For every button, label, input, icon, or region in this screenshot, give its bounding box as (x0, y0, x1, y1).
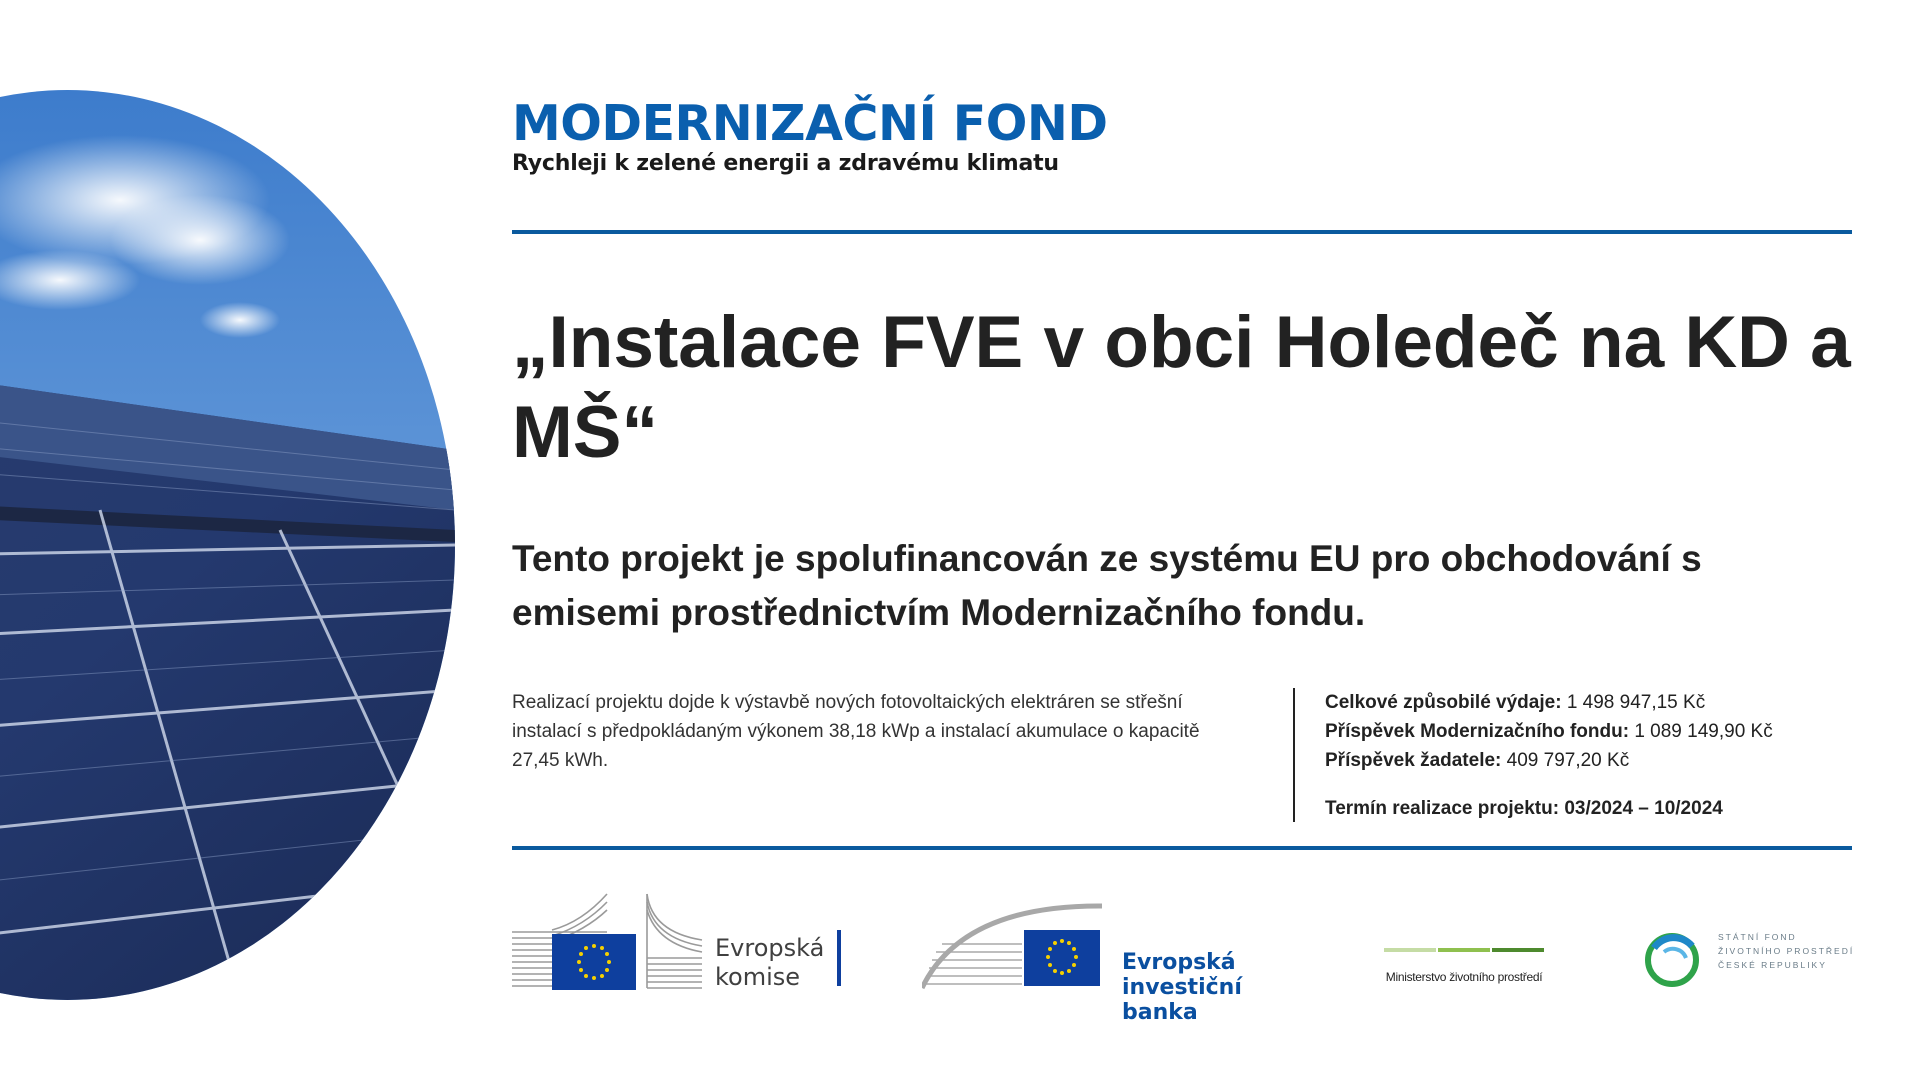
fund-title: MODERNIZAČNÍ FOND (512, 95, 1108, 152)
bottom-divider (512, 846, 1852, 850)
eib-label-line1: Evropská (1122, 950, 1236, 975)
eib-building-icon (922, 900, 1112, 990)
state-environmental-fund-logo (1644, 930, 1854, 990)
ec-label-line2: komise (715, 963, 801, 991)
sfzp-label-line3: ČESKÉ REPUBLIKY (1718, 960, 1827, 970)
european-commission-logo (512, 892, 842, 992)
total-costs-label: Celkové způsobilé výdaje: (1325, 692, 1562, 713)
fund-contribution-value: 1 089 149,90 Kč (1634, 721, 1773, 742)
project-title: „Instalace FVE v obci Holedeč na KD a MŠ“ (512, 302, 1851, 473)
sfzp-circle-icon (1644, 930, 1704, 990)
eib-label (1122, 950, 1312, 1025)
sfzp-label (1718, 930, 1858, 972)
partner-logos (512, 890, 1855, 1025)
total-costs-value: 1 498 947,15 Kč (1566, 692, 1706, 713)
applicant-contribution-label: Příspěvek žadatele: (1325, 750, 1502, 771)
eib-label-line2: investiční banka (1122, 975, 1242, 1025)
top-divider (512, 230, 1852, 234)
solar-panel-photo (0, 90, 455, 1000)
fund-contribution-label: Příspěvek Modernizačního fondu: (1325, 721, 1630, 742)
total-costs-row (1325, 688, 1773, 717)
column-divider (1293, 688, 1295, 822)
european-commission-label (715, 934, 824, 992)
sfzp-label-line1: STÁTNÍ FOND (1718, 932, 1797, 942)
cost-summary (1325, 688, 1773, 823)
funding-statement: Tento projekt je spolufinancován ze systému EU pro obchodování s emisemi prostřednictvím Modernizačního fondu. (512, 538, 1702, 633)
applicant-contribution-row (1325, 746, 1773, 775)
ec-label-bar (837, 930, 841, 986)
mzp-color-bars (1384, 948, 1544, 952)
project-description: Realizací projektu dojde k výstavbě nových fotovoltaických elektráren se střešní instalací s předpokládaným výkonem 38,18 kWp a instalací akumulace o kapacitě 27,45 kWh. (512, 692, 1200, 771)
ec-label-line1: Evropská (715, 934, 825, 962)
fund-tagline: Rychleji k zelené energii a zdravému klimatu (512, 151, 1059, 176)
sfzp-label-line2: ŽIVOTNÍHO PROSTŘEDÍ (1718, 946, 1855, 956)
modernization-fund-logo (512, 96, 1108, 178)
applicant-contribution-value: 409 797,20 Kč (1506, 750, 1630, 771)
fund-contribution-row (1325, 717, 1773, 746)
ministry-of-environment-logo (1384, 948, 1544, 988)
mzp-label: Ministerstvo životního prostředí (1385, 970, 1543, 984)
european-investment-bank-logo (922, 900, 1312, 1025)
european-commission-building-icon (512, 892, 712, 992)
project-term: Termín realizace projektu: 03/2024 – 10/2024 (1325, 798, 1723, 819)
